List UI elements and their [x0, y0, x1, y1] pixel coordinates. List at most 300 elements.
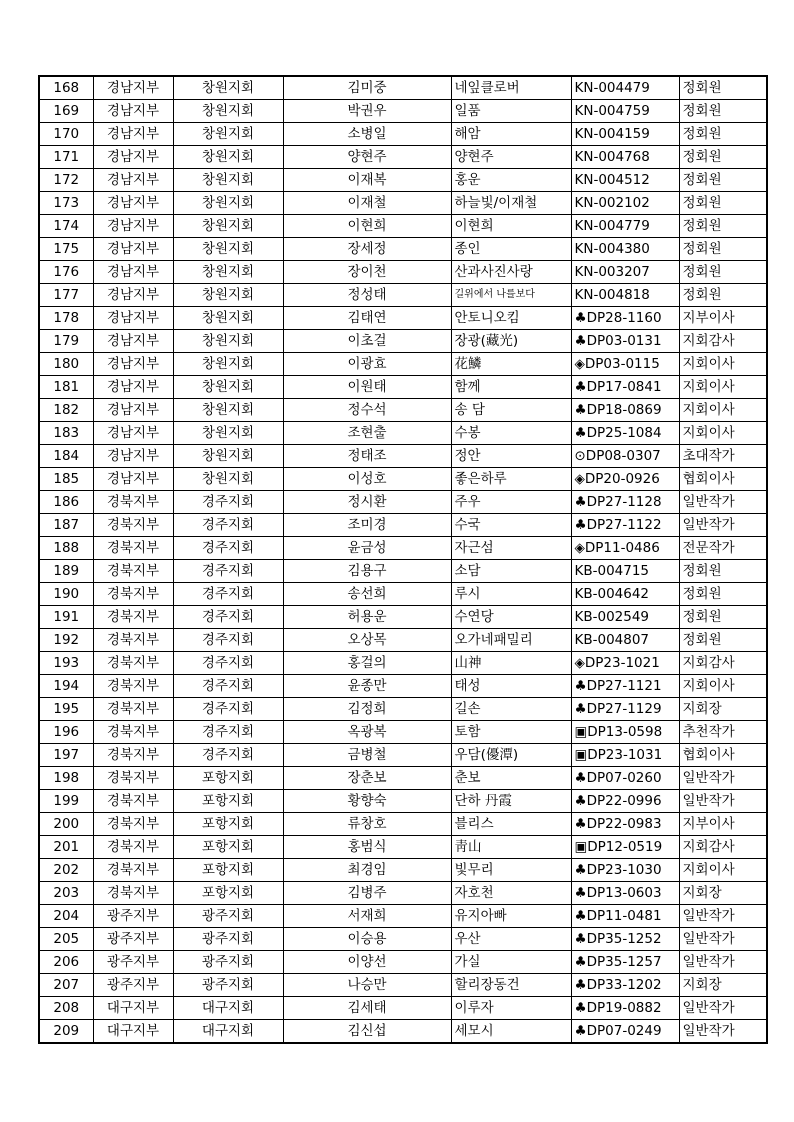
- row-number-cell: 209: [39, 1020, 93, 1044]
- table-row: [39, 468, 767, 491]
- member-name-cell: 조미경: [283, 514, 451, 537]
- chapter-cell: 창원지회: [173, 192, 283, 215]
- member-name-cell: 장이천: [283, 261, 451, 284]
- chapter-cell: 광주지회: [173, 951, 283, 974]
- row-number-cell: 169: [39, 100, 93, 123]
- member-name-cell: 김정희: [283, 698, 451, 721]
- grade-cell: 정회원: [679, 629, 767, 652]
- chapter-cell: 경주지회: [173, 491, 283, 514]
- grade-cell: 지회이사: [679, 422, 767, 445]
- nickname-cell: 수연당: [451, 606, 571, 629]
- table-row: [39, 836, 767, 859]
- row-number-cell: 205: [39, 928, 93, 951]
- member-name-cell: 오상목: [283, 629, 451, 652]
- member-name-cell: 홍범식: [283, 836, 451, 859]
- row-number-cell: 190: [39, 583, 93, 606]
- nickname-cell: 단하 丹霞: [451, 790, 571, 813]
- row-number-cell: 174: [39, 215, 93, 238]
- nickname-cell: 장광(藏光): [451, 330, 571, 353]
- chapter-cell: 창원지회: [173, 307, 283, 330]
- table-row: [39, 974, 767, 997]
- nickname-cell: 유지아빠: [451, 905, 571, 928]
- row-number-cell: 172: [39, 169, 93, 192]
- row-number-cell: 180: [39, 353, 93, 376]
- table-row: [39, 491, 767, 514]
- table-row: [39, 790, 767, 813]
- table-row: [39, 76, 767, 100]
- chapter-cell: 창원지회: [173, 445, 283, 468]
- nickname-cell: 주우: [451, 491, 571, 514]
- nickname-cell: 송 담: [451, 399, 571, 422]
- branch-cell: 경북지부: [93, 652, 173, 675]
- row-number-cell: 168: [39, 76, 93, 100]
- member-name-cell: 이원태: [283, 376, 451, 399]
- table-row: [39, 629, 767, 652]
- table-row: [39, 123, 767, 146]
- nickname-cell: 이루자: [451, 997, 571, 1020]
- member-name-cell: 옥광복: [283, 721, 451, 744]
- row-number-cell: 196: [39, 721, 93, 744]
- member-id-cell: ▣DP23-1031: [571, 744, 679, 767]
- nickname-cell: 세모시: [451, 1020, 571, 1044]
- member-id-cell: KN-002102: [571, 192, 679, 215]
- branch-cell: 경남지부: [93, 192, 173, 215]
- nickname-cell: 靑山: [451, 836, 571, 859]
- table-row: [39, 698, 767, 721]
- row-number-cell: 204: [39, 905, 93, 928]
- branch-cell: 경남지부: [93, 353, 173, 376]
- member-name-cell: 금병철: [283, 744, 451, 767]
- nickname-cell: 오가네패밀리: [451, 629, 571, 652]
- row-number-cell: 176: [39, 261, 93, 284]
- grade-cell: 지회장: [679, 698, 767, 721]
- table-row: [39, 882, 767, 905]
- chapter-cell: 창원지회: [173, 468, 283, 491]
- member-name-cell: 윤종만: [283, 675, 451, 698]
- chapter-cell: 창원지회: [173, 146, 283, 169]
- member-id-cell: ▣DP13-0598: [571, 721, 679, 744]
- grade-cell: 일반작가: [679, 951, 767, 974]
- member-name-cell: 윤금성: [283, 537, 451, 560]
- grade-cell: 지회이사: [679, 859, 767, 882]
- member-id-cell: ♣DP18-0869: [571, 399, 679, 422]
- member-id-cell: ♣DP07-0249: [571, 1020, 679, 1044]
- table-row: [39, 560, 767, 583]
- member-name-cell: 소병일: [283, 123, 451, 146]
- chapter-cell: 경주지회: [173, 560, 283, 583]
- nickname-cell: 종인: [451, 238, 571, 261]
- table-row: [39, 652, 767, 675]
- branch-cell: 경남지부: [93, 261, 173, 284]
- branch-cell: 경남지부: [93, 399, 173, 422]
- branch-cell: 대구지부: [93, 997, 173, 1020]
- branch-cell: 경북지부: [93, 491, 173, 514]
- row-number-cell: 197: [39, 744, 93, 767]
- table-row: [39, 606, 767, 629]
- table-row: [39, 583, 767, 606]
- grade-cell: 일반작가: [679, 1020, 767, 1044]
- row-number-cell: 178: [39, 307, 93, 330]
- grade-cell: 정회원: [679, 123, 767, 146]
- branch-cell: 경북지부: [93, 790, 173, 813]
- nickname-cell: 함께: [451, 376, 571, 399]
- member-id-cell: ♣DP27-1121: [571, 675, 679, 698]
- nickname-cell: 태성: [451, 675, 571, 698]
- member-name-cell: 허용운: [283, 606, 451, 629]
- member-name-cell: 김세태: [283, 997, 451, 1020]
- member-id-cell: KB-004807: [571, 629, 679, 652]
- member-id-cell: KN-004779: [571, 215, 679, 238]
- member-id-cell: KB-004715: [571, 560, 679, 583]
- table-row: [39, 813, 767, 836]
- member-name-cell: 김미중: [283, 76, 451, 100]
- member-name-cell: 이현희: [283, 215, 451, 238]
- member-id-cell: ♣DP13-0603: [571, 882, 679, 905]
- member-id-cell: KN-004818: [571, 284, 679, 307]
- table-row: [39, 146, 767, 169]
- row-number-cell: 175: [39, 238, 93, 261]
- member-name-cell: 송선희: [283, 583, 451, 606]
- table-row: [39, 721, 767, 744]
- grade-cell: 일반작가: [679, 491, 767, 514]
- member-name-cell: 나승만: [283, 974, 451, 997]
- chapter-cell: 창원지회: [173, 215, 283, 238]
- nickname-cell: 山神: [451, 652, 571, 675]
- member-id-cell: ◈DP23-1021: [571, 652, 679, 675]
- grade-cell: 지회이사: [679, 353, 767, 376]
- table-row: [39, 307, 767, 330]
- member-name-cell: 김태연: [283, 307, 451, 330]
- branch-cell: 경북지부: [93, 813, 173, 836]
- nickname-cell: 산과사진사랑: [451, 261, 571, 284]
- branch-cell: 경남지부: [93, 307, 173, 330]
- member-id-cell: ♣DP25-1084: [571, 422, 679, 445]
- branch-cell: 경남지부: [93, 284, 173, 307]
- chapter-cell: 경주지회: [173, 629, 283, 652]
- chapter-cell: 포항지회: [173, 767, 283, 790]
- chapter-cell: 창원지회: [173, 123, 283, 146]
- row-number-cell: 201: [39, 836, 93, 859]
- grade-cell: 지회장: [679, 882, 767, 905]
- chapter-cell: 포항지회: [173, 813, 283, 836]
- row-number-cell: 208: [39, 997, 93, 1020]
- grade-cell: 정회원: [679, 192, 767, 215]
- table-row: [39, 192, 767, 215]
- row-number-cell: 179: [39, 330, 93, 353]
- table-row: [39, 284, 767, 307]
- nickname-cell: 花鱗: [451, 353, 571, 376]
- branch-cell: 경남지부: [93, 468, 173, 491]
- grade-cell: 정회원: [679, 215, 767, 238]
- branch-cell: 경북지부: [93, 606, 173, 629]
- branch-cell: 경남지부: [93, 445, 173, 468]
- table-row: [39, 514, 767, 537]
- member-name-cell: 정수석: [283, 399, 451, 422]
- branch-cell: 경남지부: [93, 146, 173, 169]
- branch-cell: 경남지부: [93, 76, 173, 100]
- table-row: [39, 261, 767, 284]
- member-name-cell: 이양선: [283, 951, 451, 974]
- member-id-cell: KN-004479: [571, 76, 679, 100]
- branch-cell: 광주지부: [93, 951, 173, 974]
- row-number-cell: 202: [39, 859, 93, 882]
- member-id-cell: ♣DP17-0841: [571, 376, 679, 399]
- branch-cell: 대구지부: [93, 1020, 173, 1044]
- member-name-cell: 류창호: [283, 813, 451, 836]
- grade-cell: 정회원: [679, 583, 767, 606]
- row-number-cell: 195: [39, 698, 93, 721]
- nickname-cell: 좋은하루: [451, 468, 571, 491]
- branch-cell: 경남지부: [93, 330, 173, 353]
- row-number-cell: 189: [39, 560, 93, 583]
- row-number-cell: 181: [39, 376, 93, 399]
- member-id-cell: ♣DP03-0131: [571, 330, 679, 353]
- branch-cell: 광주지부: [93, 905, 173, 928]
- row-number-cell: 183: [39, 422, 93, 445]
- member-id-cell: ♣DP23-1030: [571, 859, 679, 882]
- table-row: [39, 928, 767, 951]
- member-id-cell: ♣DP33-1202: [571, 974, 679, 997]
- member-name-cell: 김신섭: [283, 1020, 451, 1044]
- row-number-cell: 192: [39, 629, 93, 652]
- grade-cell: 정회원: [679, 261, 767, 284]
- member-id-cell: KB-004642: [571, 583, 679, 606]
- chapter-cell: 포항지회: [173, 836, 283, 859]
- chapter-cell: 경주지회: [173, 698, 283, 721]
- chapter-cell: 광주지회: [173, 974, 283, 997]
- member-id-cell: ◈DP03-0115: [571, 353, 679, 376]
- member-name-cell: 정태조: [283, 445, 451, 468]
- grade-cell: 정회원: [679, 76, 767, 100]
- nickname-cell: 길손: [451, 698, 571, 721]
- branch-cell: 경남지부: [93, 169, 173, 192]
- chapter-cell: 대구지회: [173, 997, 283, 1020]
- grade-cell: 전문작가: [679, 537, 767, 560]
- member-id-cell: KN-004159: [571, 123, 679, 146]
- table-row: [39, 744, 767, 767]
- member-name-cell: 최경임: [283, 859, 451, 882]
- grade-cell: 지회이사: [679, 376, 767, 399]
- member-name-cell: 양현주: [283, 146, 451, 169]
- grade-cell: 정회원: [679, 560, 767, 583]
- branch-cell: 경북지부: [93, 767, 173, 790]
- grade-cell: 지회감사: [679, 652, 767, 675]
- table-row: [39, 330, 767, 353]
- grade-cell: 정회원: [679, 100, 767, 123]
- nickname-cell: 루시: [451, 583, 571, 606]
- grade-cell: 일반작가: [679, 514, 767, 537]
- row-number-cell: 188: [39, 537, 93, 560]
- nickname-cell: 이현희: [451, 215, 571, 238]
- row-number-cell: 187: [39, 514, 93, 537]
- table-row: [39, 169, 767, 192]
- grade-cell: 지회장: [679, 974, 767, 997]
- nickname-cell: 빛무리: [451, 859, 571, 882]
- member-id-cell: KB-002549: [571, 606, 679, 629]
- grade-cell: 지부이사: [679, 307, 767, 330]
- member-name-cell: 정성태: [283, 284, 451, 307]
- member-name-cell: 이광효: [283, 353, 451, 376]
- chapter-cell: 창원지회: [173, 76, 283, 100]
- member-table: [38, 75, 768, 1044]
- member-id-cell: ♣DP27-1129: [571, 698, 679, 721]
- member-id-cell: ♣DP22-0996: [571, 790, 679, 813]
- branch-cell: 경남지부: [93, 100, 173, 123]
- chapter-cell: 창원지회: [173, 284, 283, 307]
- chapter-cell: 경주지회: [173, 514, 283, 537]
- row-number-cell: 184: [39, 445, 93, 468]
- branch-cell: 경북지부: [93, 560, 173, 583]
- nickname-cell: 소담: [451, 560, 571, 583]
- row-number-cell: 199: [39, 790, 93, 813]
- branch-cell: 경남지부: [93, 215, 173, 238]
- nickname-cell: 길위에서 나를보다: [451, 284, 571, 307]
- row-number-cell: 194: [39, 675, 93, 698]
- chapter-cell: 포항지회: [173, 859, 283, 882]
- grade-cell: 추천작가: [679, 721, 767, 744]
- nickname-cell: 블리스: [451, 813, 571, 836]
- member-name-cell: 이성호: [283, 468, 451, 491]
- chapter-cell: 경주지회: [173, 744, 283, 767]
- row-number-cell: 200: [39, 813, 93, 836]
- chapter-cell: 창원지회: [173, 376, 283, 399]
- chapter-cell: 경주지회: [173, 606, 283, 629]
- nickname-cell: 춘보: [451, 767, 571, 790]
- grade-cell: 협회이사: [679, 468, 767, 491]
- table-row: [39, 997, 767, 1020]
- branch-cell: 경북지부: [93, 836, 173, 859]
- branch-cell: 경북지부: [93, 514, 173, 537]
- branch-cell: 경북지부: [93, 882, 173, 905]
- member-id-cell: KN-004759: [571, 100, 679, 123]
- chapter-cell: 포항지회: [173, 790, 283, 813]
- table-row: [39, 537, 767, 560]
- row-number-cell: 206: [39, 951, 93, 974]
- table-row: [39, 399, 767, 422]
- grade-cell: 일반작가: [679, 997, 767, 1020]
- grade-cell: 지부이사: [679, 813, 767, 836]
- table-row: [39, 675, 767, 698]
- nickname-cell: 우담(優潭): [451, 744, 571, 767]
- table-row: [39, 951, 767, 974]
- chapter-cell: 경주지회: [173, 583, 283, 606]
- member-name-cell: 정시환: [283, 491, 451, 514]
- row-number-cell: 173: [39, 192, 93, 215]
- member-id-cell: ♣DP28-1160: [571, 307, 679, 330]
- nickname-cell: 우산: [451, 928, 571, 951]
- grade-cell: 정회원: [679, 169, 767, 192]
- grade-cell: 초대작가: [679, 445, 767, 468]
- nickname-cell: 가실: [451, 951, 571, 974]
- grade-cell: 정회원: [679, 146, 767, 169]
- member-id-cell: ▣DP12-0519: [571, 836, 679, 859]
- chapter-cell: 광주지회: [173, 905, 283, 928]
- table-row: [39, 767, 767, 790]
- table-row: [39, 859, 767, 882]
- member-name-cell: 김병주: [283, 882, 451, 905]
- member-id-cell: KN-003207: [571, 261, 679, 284]
- chapter-cell: 창원지회: [173, 169, 283, 192]
- branch-cell: 광주지부: [93, 928, 173, 951]
- row-number-cell: 171: [39, 146, 93, 169]
- member-table-body: [39, 76, 767, 1043]
- member-name-cell: 황향숙: [283, 790, 451, 813]
- table-row: [39, 445, 767, 468]
- chapter-cell: 경주지회: [173, 721, 283, 744]
- row-number-cell: 191: [39, 606, 93, 629]
- branch-cell: 경북지부: [93, 698, 173, 721]
- chapter-cell: 창원지회: [173, 238, 283, 261]
- member-name-cell: 박권우: [283, 100, 451, 123]
- member-id-cell: ⊙DP08-0307: [571, 445, 679, 468]
- grade-cell: 일반작가: [679, 767, 767, 790]
- member-name-cell: 서재희: [283, 905, 451, 928]
- row-number-cell: 193: [39, 652, 93, 675]
- member-name-cell: 홍걸의: [283, 652, 451, 675]
- nickname-cell: 홍운: [451, 169, 571, 192]
- nickname-cell: 할리장동건: [451, 974, 571, 997]
- grade-cell: 지회감사: [679, 836, 767, 859]
- member-id-cell: KN-004380: [571, 238, 679, 261]
- branch-cell: 경남지부: [93, 376, 173, 399]
- row-number-cell: 170: [39, 123, 93, 146]
- member-name-cell: 이재철: [283, 192, 451, 215]
- member-id-cell: ◈DP11-0486: [571, 537, 679, 560]
- branch-cell: 경북지부: [93, 675, 173, 698]
- member-id-cell: KN-004768: [571, 146, 679, 169]
- grade-cell: 협회이사: [679, 744, 767, 767]
- table-row: [39, 100, 767, 123]
- table-row: [39, 422, 767, 445]
- grade-cell: 정회원: [679, 238, 767, 261]
- table-row: [39, 215, 767, 238]
- nickname-cell: 안토니오킴: [451, 307, 571, 330]
- chapter-cell: 창원지회: [173, 261, 283, 284]
- nickname-cell: 양현주: [451, 146, 571, 169]
- row-number-cell: 207: [39, 974, 93, 997]
- row-number-cell: 198: [39, 767, 93, 790]
- member-name-cell: 이승용: [283, 928, 451, 951]
- member-name-cell: 장세정: [283, 238, 451, 261]
- chapter-cell: 창원지회: [173, 353, 283, 376]
- row-number-cell: 203: [39, 882, 93, 905]
- table-row: [39, 238, 767, 261]
- member-name-cell: 이초걸: [283, 330, 451, 353]
- grade-cell: 정회원: [679, 284, 767, 307]
- nickname-cell: 네잎클로버: [451, 76, 571, 100]
- nickname-cell: 토함: [451, 721, 571, 744]
- member-id-cell: ♣DP07-0260: [571, 767, 679, 790]
- nickname-cell: 수국: [451, 514, 571, 537]
- row-number-cell: 182: [39, 399, 93, 422]
- chapter-cell: 포항지회: [173, 882, 283, 905]
- member-name-cell: 조현출: [283, 422, 451, 445]
- row-number-cell: 185: [39, 468, 93, 491]
- grade-cell: 일반작가: [679, 905, 767, 928]
- chapter-cell: 대구지회: [173, 1020, 283, 1044]
- chapter-cell: 경주지회: [173, 652, 283, 675]
- nickname-cell: 정안: [451, 445, 571, 468]
- chapter-cell: 창원지회: [173, 330, 283, 353]
- member-id-cell: ♣DP27-1122: [571, 514, 679, 537]
- grade-cell: 지회이사: [679, 399, 767, 422]
- member-name-cell: 이재복: [283, 169, 451, 192]
- branch-cell: 경남지부: [93, 422, 173, 445]
- member-id-cell: ♣DP11-0481: [571, 905, 679, 928]
- chapter-cell: 창원지회: [173, 100, 283, 123]
- row-number-cell: 177: [39, 284, 93, 307]
- grade-cell: 지회이사: [679, 675, 767, 698]
